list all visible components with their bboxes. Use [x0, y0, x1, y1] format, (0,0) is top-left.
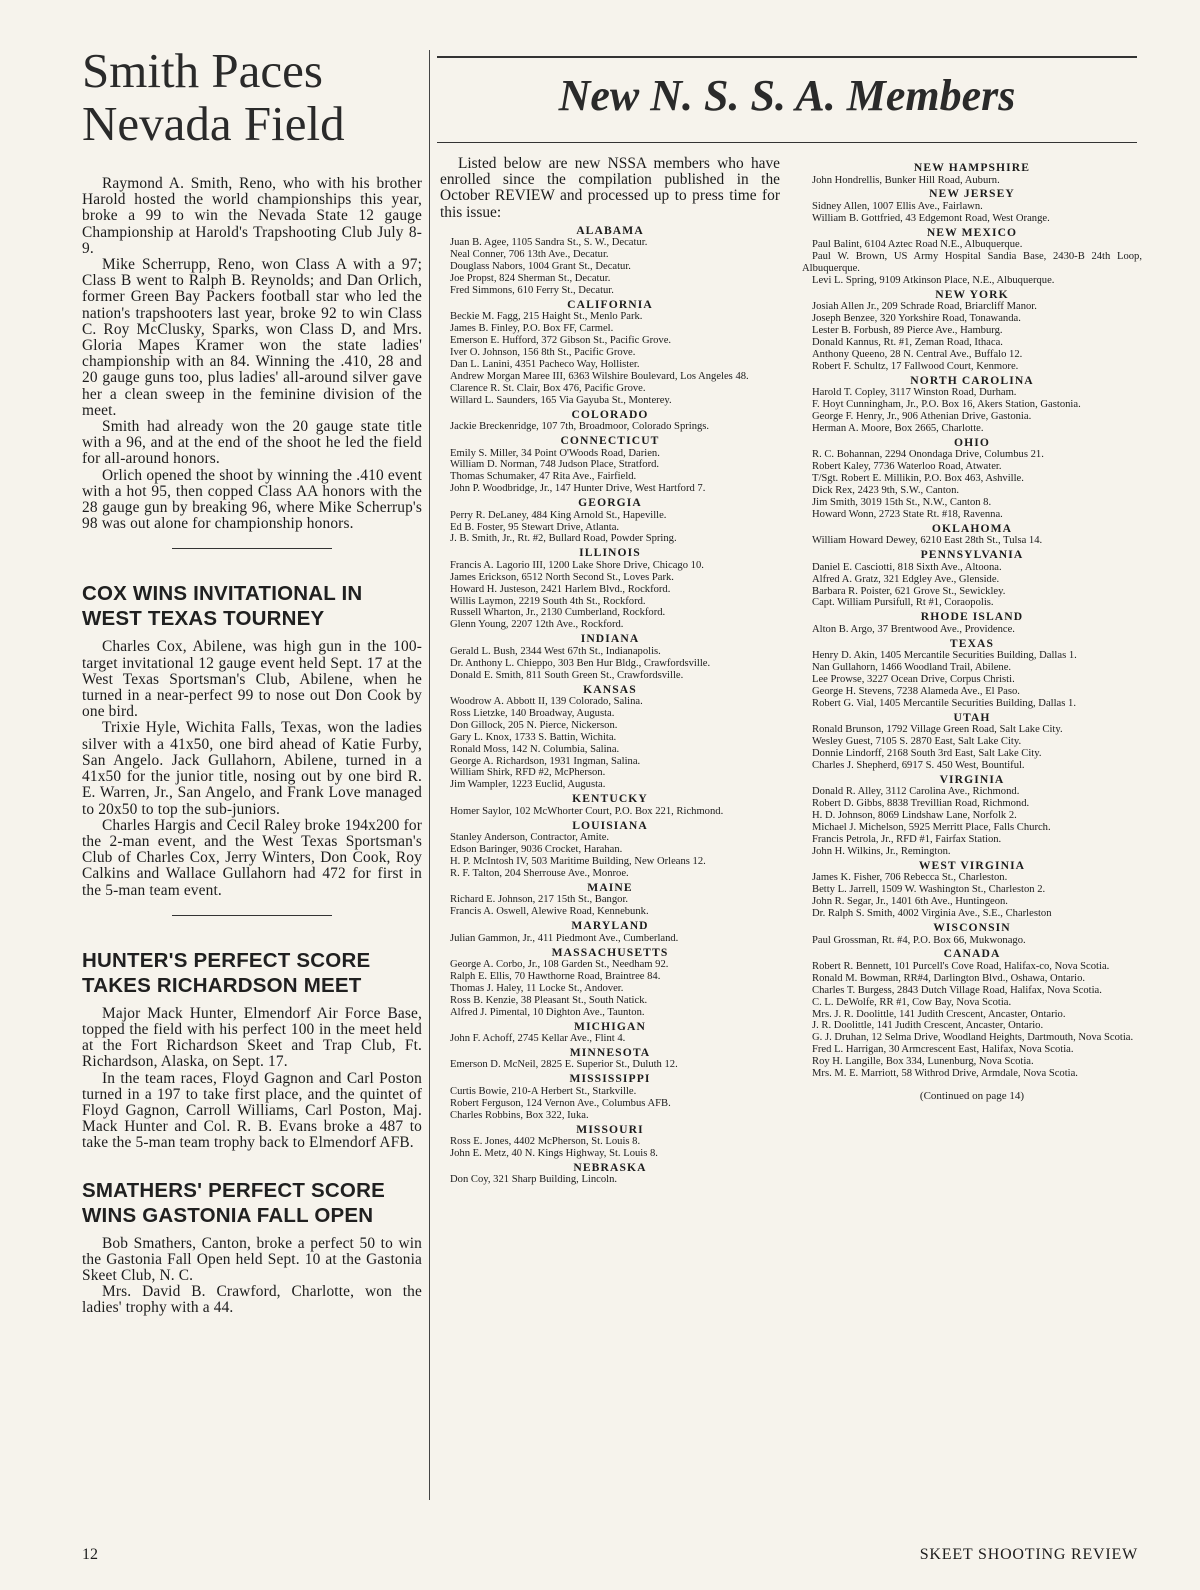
member-entry: Ross E. Jones, 4402 McPherson, St. Louis 8.: [450, 1136, 641, 1148]
member-entry: Don Gillock, 205 N. Pierce, Nickerson.: [450, 719, 618, 731]
member-entry: Joseph Benzee, 320 Yorkshire Road, Tonawanda.: [812, 313, 1021, 325]
member-entry: Donald E. Smith, 811 South Green St., Crawfordsville.: [450, 669, 684, 681]
member-entry: Dr. Ralph S. Smith, 4002 Virginia Ave., S.E., Charleston: [812, 908, 1052, 920]
member-entry: Perry R. DeLaney, 484 King Arnold St., Hapeville.: [450, 509, 667, 521]
state-heading: INDIANA: [580, 632, 640, 646]
member-entry: Henry D. Akin, 1405 Mercantile Securities Building, Dallas 1.: [812, 650, 1077, 662]
divider: [172, 915, 332, 916]
member-entry: Charles J. Shepherd, 6917 S. 450 West, Bountiful.: [812, 760, 1025, 772]
state-heading: MICHIGAN: [574, 1019, 646, 1033]
state-heading: PENNSYLVANIA: [920, 548, 1024, 562]
member-entry: G. J. Druhan, 12 Selma Drive, Woodland Heights, Dartmouth, Nova Scotia.: [812, 1032, 1134, 1044]
member-entry: Roy H. Langille, Box 334, Lunenburg, Nova Scotia.: [812, 1056, 1034, 1068]
member-entry: Woodrow A. Abbott II, 139 Colorado, Salina.: [450, 696, 643, 707]
member-entry: H. D. Johnson, 8069 Lindshaw Lane, Norfolk 2.: [812, 810, 1017, 822]
state-heading: NEW YORK: [935, 287, 1009, 301]
member-entry: Betty L. Jarrell, 1509 W. Washington St., Charleston 2.: [812, 884, 1046, 896]
members-title-box: [437, 56, 1137, 143]
member-entry: Mrs. M. E. Marriott, 58 Withrod Drive, Armdale, Nova Scotia.: [812, 1068, 1078, 1080]
member-entry: Julian Gammon, Jr., 411 Piedmont Ave., Cumberland.: [450, 932, 679, 944]
member-entry: Richard E. Johnson, 217 15th St., Bangor.: [450, 894, 629, 906]
paragraph: Bob Smathers, Canton, broke a perfect 50 to win the Gastonia Fall Open held Sept. 10 at the Gastonia Skeet Club, N. C.: [82, 1234, 422, 1284]
member-entry: Don Coy, 321 Sharp Building, Lincoln.: [450, 1174, 618, 1186]
member-entry: Jackie Breckenridge, 107 7th, Broadmoor, Colorado Springs.: [450, 421, 710, 433]
state-heading: MISSOURI: [576, 1122, 644, 1136]
member-entry: Harold T. Copley, 3117 Winston Road, Durham.: [812, 387, 1017, 399]
member-entry: Homer Saylor, 102 McWhorter Court, P.O. Box 221, Richmond.: [450, 805, 724, 817]
state-heading: LOUISIANA: [572, 818, 648, 832]
members-title: New N. S. S. A. Members: [558, 71, 1016, 120]
column-divider: [429, 50, 430, 1500]
state-heading: KANSAS: [583, 682, 637, 696]
member-entry: Thomas J. Haley, 11 Locke St., Andover.: [450, 982, 624, 994]
member-entry: Alfred A. Gratz, 321 Edgley Ave., Glenside.: [812, 573, 1000, 585]
member-entry: Anthony Queeno, 28 N. Central Ave., Buffalo 12.: [812, 348, 1023, 360]
member-entry: Lester B. Forbush, 89 Pierce Ave., Hamburg.: [812, 325, 1003, 337]
state-heading: UTAH: [953, 710, 991, 724]
member-entry: J. B. Smith, Jr., Rt. #2, Bullard Road, Powder Spring.: [450, 533, 677, 545]
member-entry: William D. Norman, 748 Judson Place, Stratford.: [450, 459, 660, 471]
paragraph: In the team races, Floyd Gagnon and Carl Poston turned in a 197 to take first place, and the quintet of Floyd Gagnon, Carroll Williams, Carl Poston, Maj. Mack Hunter and Col. R. B. Evans broke a 487 to take the 5-man team trophy back to Elmendorf AFB.: [82, 1069, 422, 1152]
paragraph: Mrs. David B. Crawford, Charlotte, won the ladies' trophy with a 44.: [82, 1283, 422, 1317]
member-entry: Willard L. Saunders, 165 Via Gayuba St., Monterey.: [450, 394, 672, 406]
member-entry: Emerson E. Hufford, 372 Gibson St., Pacific Grove.: [450, 335, 672, 347]
state-heading: TEXAS: [949, 636, 995, 650]
member-entry: Robert Ferguson, 124 Vernon Ave., Columbus AFB.: [450, 1097, 671, 1109]
member-entry: Gary L. Knox, 1733 S. Battin, Wichita.: [450, 731, 617, 743]
paragraph: Charles Cox, Abilene, was high gun in the 100-target invitational 12 gauge event held Sept. 17 at the West Texas Sportsman's Club, Abilene, when he turned in a near-perfect 99 to nose out Don Cook by one bird.: [82, 638, 422, 721]
state-heading: ILLINOIS: [579, 546, 641, 560]
member-entry: Wesley Guest, 7105 S. 2870 East, Salt Lake City.: [812, 736, 1022, 748]
member-entry: Emerson D. McNeil, 2825 E. Superior St., Duluth 12.: [450, 1059, 678, 1071]
member-entry: Robert R. Bennett, 101 Purcell's Cove Road, Halifax-co, Nova Scotia.: [812, 960, 1110, 972]
member-entry: Ross Lietzke, 140 Broadway, Augusta.: [450, 707, 615, 719]
member-entry: Ronald M. Bowman, RR#4, Darlington Blvd., Oshawa, Ontario.: [812, 972, 1086, 984]
member-entry: Lee Prowse, 3227 Ocean Drive, Corpus Christi.: [812, 674, 1015, 686]
member-entry: John F. Achoff, 2745 Kellar Ave., Flint 4.: [450, 1033, 626, 1045]
member-entry: John Hondrellis, Bunker Hill Road, Auburn.: [812, 174, 1000, 186]
story-hunter-body: [82, 1006, 422, 1152]
member-entry: Robert F. Schultz, 17 Fallwood Court, Kenmore.: [812, 360, 1019, 372]
member-entry: Robert D. Gibbs, 8838 Trevillian Road, Richmond.: [812, 798, 1030, 810]
left-column: [82, 36, 422, 1317]
member-entry: Paul W. Brown, US Army Hospital Sandia Base, 2430-B 24th Loop, Albuquerque.: [802, 251, 1142, 275]
member-entry: James Erickson, 6512 North Second St., Loves Park.: [450, 571, 674, 583]
divider: [172, 548, 332, 549]
member-entry: Jim Wampler, 1223 Euclid, Augusta.: [450, 779, 606, 791]
member-entry: Glenn Young, 2207 12th Ave., Rockford.: [450, 619, 624, 631]
members-list-right: [802, 162, 1142, 1080]
story-hunter-title: HUNTER'S PERFECT SCORE TAKES RICHARDSON MEET: [82, 948, 371, 997]
member-entry: Edson Baringer, 9036 Crocket, Harahan.: [450, 844, 623, 856]
state-heading: VIRGINIA: [939, 772, 1005, 786]
story-smathers-title: SMATHERS' PERFECT SCORE WINS GASTONIA FALL OPEN: [82, 1178, 385, 1227]
story-cox-body: [82, 639, 422, 898]
story-smathers-body: [82, 1236, 422, 1317]
member-entry: Fred Simmons, 610 Ferry St., Decatur.: [450, 284, 614, 296]
member-entry: Ralph E. Ellis, 70 Hawthorne Road, Braintree 84.: [450, 970, 661, 982]
members-column-right: [802, 160, 1142, 1102]
member-entry: George H. Stevens, 7238 Alameda Ave., El Paso.: [812, 686, 1020, 697]
story-cox-title: COX WINS INVITATIONAL IN WEST TEXAS TOURNEY: [82, 582, 363, 631]
member-entry: Neal Conner, 706 13th Ave., Decatur.: [450, 249, 609, 261]
members-column-left: [440, 156, 780, 1186]
member-entry: William Howard Dewey, 6210 East 28th St., Tulsa 14.: [812, 535, 1043, 547]
member-entry: Michael J. Michelson, 5925 Merritt Place, Falls Church.: [812, 822, 1051, 834]
state-heading: CALIFORNIA: [567, 297, 653, 311]
member-entry: J. R. Doolittle, 141 Judith Crescent, Ancaster, Ontario.: [812, 1020, 1044, 1032]
member-entry: John P. Woodbridge, Jr., 147 Hunter Drive, West Hartford 7.: [450, 483, 706, 495]
member-entry: Joe Propst, 824 Sherman St., Decatur.: [450, 273, 611, 285]
member-entry: William B. Gottfried, 43 Edgemont Road, West Orange.: [812, 212, 1050, 224]
member-entry: William Shirk, RFD #2, McPherson.: [450, 767, 606, 779]
member-entry: R. F. Talton, 204 Sherrouse Ave., Monroe.: [450, 867, 629, 879]
member-entry: Juan B. Agee, 1105 Sandra St., S. W., Decatur.: [450, 237, 648, 249]
member-entry: Beckie M. Fagg, 215 Haight St., Menlo Park.: [450, 311, 643, 323]
member-entry: George F. Henry, Jr., 906 Athenian Drive, Gastonia.: [812, 411, 1032, 423]
member-entry: Andrew Morgan Maree III, 6363 Wilshire Boulevard, Los Angeles 48.: [450, 370, 749, 382]
member-entry: R. C. Bohannan, 2294 Onondaga Drive, Columbus 21.: [812, 449, 1044, 461]
member-entry: Ronald Brunson, 1792 Village Green Road, Salt Lake City.: [812, 724, 1063, 736]
member-entry: Howard Wonn, 2723 State Rt. #18, Ravenna.: [812, 508, 1003, 520]
state-heading: MINNESOTA: [569, 1045, 651, 1059]
member-entry: James K. Fisher, 706 Rebecca St., Charleston.: [812, 872, 1008, 884]
state-heading: WISCONSIN: [933, 921, 1011, 934]
member-entry: Iver O. Johnson, 156 8th St., Pacific Grove.: [450, 347, 636, 359]
member-entry: C. L. DeWolfe, RR #1, Cow Bay, Nova Scotia.: [812, 996, 1012, 1008]
state-heading: MAINE: [587, 880, 633, 894]
member-entry: George A. Richardson, 1931 Ingman, Salina.: [450, 755, 641, 767]
member-entry: Gerald L. Bush, 2344 West 67th St., Indianapolis.: [450, 645, 661, 657]
state-heading: ALABAMA: [576, 223, 644, 237]
continued-note: (Continued on page 14): [919, 1089, 1025, 1102]
state-heading: NEW HAMPSHIRE: [913, 161, 1031, 174]
member-entry: Ronald Moss, 142 N. Columbia, Salina.: [450, 743, 620, 755]
state-heading: COLORADO: [571, 407, 649, 421]
member-entry: Willis Laymon, 2219 South 4th St., Rockford.: [450, 595, 646, 607]
member-entry: Donald R. Alley, 3112 Carolina Ave., Richmond.: [812, 786, 1020, 798]
member-entry: Jim Smith, 3019 15th St., N.W., Canton 8.: [812, 497, 992, 509]
member-entry: T/Sgt. Robert E. Millikin, P.O. Box 463, Ashville.: [812, 473, 1024, 485]
member-entry: Stanley Anderson, Contractor, Amite.: [450, 832, 610, 844]
state-heading: GEORGIA: [578, 496, 642, 510]
member-entry: Francis A. Oswell, Alewive Road, Kennebunk.: [450, 906, 649, 918]
member-entry: Robert Kaley, 7736 Waterloo Road, Atwater.: [812, 461, 1002, 473]
member-entry: Donald Kannus, Rt. #1, Zeman Road, Ithaca.: [812, 337, 1003, 349]
members-intro: Listed below are new NSSA members who have enrolled since the compilation published in the October REVIEW and processed up to press time for this issue:: [440, 155, 780, 221]
state-heading: NEBRASKA: [573, 1160, 647, 1174]
member-entry: Dan L. Lanini, 4351 Pacheco Way, Hollister.: [450, 358, 640, 370]
member-entry: Howard H. Justeson, 2421 Harlem Blvd., Rockford.: [450, 583, 671, 595]
member-entry: Daniel E. Casciotti, 818 Sixth Ave., Altoona.: [812, 561, 1002, 573]
member-entry: Francis A. Lagorio III, 1200 Lake Shore Drive, Chicago 10.: [450, 559, 704, 571]
member-entry: John H. Wilkins, Jr., Remington.: [812, 845, 951, 857]
member-entry: Paul Grossman, Rt. #4, P.O. Box 66, Mukwonago.: [812, 934, 1026, 946]
member-entry: H. P. McIntosh IV, 503 Maritime Building, New Orleans 12.: [450, 855, 706, 867]
member-entry: James B. Finley, P.O. Box FF, Carmel.: [450, 323, 614, 335]
member-entry: Alfred J. Pimental, 10 Dighton Ave., Taunton.: [450, 1006, 645, 1018]
paragraph: Orlich opened the shoot by winning the .410 event with a hot 95, then copped Class AA honors with the 28 gauge gun by breaking 96, where Mike Scherrup's 98 was out alone for championship honors.: [82, 466, 422, 533]
member-entry: John E. Metz, 40 N. Kings Highway, St. Louis 8.: [450, 1147, 658, 1159]
member-entry: Charles Robbins, Box 322, Iuka.: [450, 1109, 589, 1121]
member-entry: F. Hoyt Cunningham, Jr., P.O. Box 16, Akers Station, Gastonia.: [812, 399, 1081, 411]
member-entry: Ross B. Kenzie, 38 Pleasant St., South Natick.: [450, 994, 648, 1006]
state-heading: NEW JERSEY: [929, 187, 1015, 201]
state-heading: OKLAHOMA: [931, 521, 1013, 535]
state-heading: NEW MEXICO: [926, 225, 1018, 239]
member-entry: Robert G. Vial, 1405 Mercantile Securities Building, Dallas 1.: [812, 697, 1076, 709]
member-entry: Barbara R. Poister, 621 Grove St., Sewickley.: [812, 585, 1006, 597]
paragraph: Raymond A. Smith, Reno, who with his brother Harold hosted the world championships this year, broke a 99 to win the Nevada State 12 gauge Championship at Harold's Trapshooting Club July 8-9.: [82, 175, 422, 257]
state-heading: KENTUCKY: [572, 792, 648, 806]
member-entry: Capt. William Pursifull, Rt #1, Coraopolis.: [812, 597, 994, 609]
state-heading: RHODE ISLAND: [920, 610, 1024, 624]
member-entry: Mrs. J. R. Doolittle, 141 Judith Crescent, Ancaster, Ontario.: [812, 1008, 1066, 1020]
member-entry: Alton B. Argo, 37 Brentwood Ave., Providence.: [812, 623, 1015, 635]
member-entry: Dr. Anthony L. Chieppo, 303 Ben Hur Bldg., Crawfordsville.: [450, 657, 711, 669]
member-entry: Nan Gullahorn, 1466 Woodland Trail, Abilene.: [812, 662, 1012, 674]
state-heading: MISSISSIPPI: [569, 1072, 651, 1086]
state-heading: CANADA: [943, 947, 1001, 961]
member-entry: Emily S. Miller, 34 Point O'Woods Road, Darien.: [450, 447, 660, 459]
paragraph: Major Mack Hunter, Elmendorf Air Force Base, topped the field with his perfect 100 in the meet held at the Fort Richardson Skeet and Trap Club, Ft. Richardson, Alaska, on Sept. 17.: [82, 1004, 422, 1071]
member-entry: Francis Petrola, Jr., RFD #1, Fairfax Station.: [812, 834, 1002, 846]
state-heading: MARYLAND: [571, 919, 649, 933]
member-entry: Curtis Bowie, 210-A Herbert St., Starkville.: [450, 1085, 637, 1097]
member-entry: Charles T. Burgess, 2843 Dutch Village Road, Halifax, Nova Scotia.: [812, 984, 1102, 996]
member-entry: Ed B. Foster, 95 Stewart Drive, Atlanta.: [450, 521, 620, 533]
state-heading: OHIO: [954, 435, 990, 449]
member-entry: Josiah Allen Jr., 209 Schrade Road, Briarcliff Manor.: [812, 301, 1037, 313]
members-list-left: [440, 225, 780, 1186]
story-smith-body: [82, 176, 422, 532]
paragraph: Mike Scherrupp, Reno, won Class A with a 97; Class B went to Ralph B. Reynolds; and Dan Orlich, former Green Bay Packers football star who led the nation's trapshooters last year, broke 92 to win Class C. Roy McClusky, Sparks, won Class D, and Mrs. Gloria Mapes Kramer won the state ladies' championship with an 84. Winning the .410, 28 and 20 gauge guns too, plus ladies' all-around silver gave her a clean sweep in the feminine division of the meet.: [82, 256, 422, 419]
member-entry: George A. Corbo, Jr., 108 Garden St., Needham 92.: [450, 959, 669, 970]
member-entry: Paul Balint, 6104 Aztec Road N.E., Albuquerque.: [812, 239, 1023, 251]
state-heading: NORTH CAROLINA: [910, 373, 1034, 387]
magazine-name: SKEET SHOOTING REVIEW: [919, 1546, 1138, 1563]
state-heading: MASSACHUSETTS: [551, 945, 669, 959]
member-entry: Clarence R. St. Clair, Box 476, Pacific Grove.: [450, 382, 646, 394]
member-entry: Levi L. Spring, 9109 Atkinson Place, N.E., Albuquerque.: [812, 274, 1055, 286]
paragraph: Charles Hargis and Cecil Raley broke 194x200 for the 2-man event, and the West Texas Sportsman's Club of Charles Cox, Jerry Winters, Don Cook, Roy Calkins and Wallace Gullahorn had 472 for first in the 5-man team event.: [82, 816, 422, 899]
member-entry: Thomas Schumaker, 47 Rita Ave., Fairfield.: [450, 471, 637, 483]
member-entry: Donnie Lindorff, 2168 South 3rd East, Salt Lake City.: [812, 748, 1042, 760]
member-entry: Sidney Allen, 1007 Ellis Ave., Fairlawn.: [812, 200, 983, 212]
member-entry: Fred L. Harrigan, 30 Armcrescent East, Halifax, Nova Scotia.: [812, 1044, 1074, 1056]
paragraph: Trixie Hyle, Wichita Falls, Texas, won the ladies silver with a 41x50, one bird ahead of Katie Furby, San Angelo. Jack Gullahorn, Abilene, turned in a 41x50 for the junior title, nosing out by one bird R. E. Warren, Jr., San Angelo, and Frank Love managed to 20x50 to top the sub-juniors.: [82, 719, 422, 818]
member-entry: Russell Wharton, Jr., 2130 Cumberland, Rockford.: [450, 607, 666, 619]
story-smith-title: Smith Paces Nevada Field: [82, 43, 345, 151]
paragraph: Smith had already won the 20 gauge state title with a 96, and at the end of the shoot he led the field for all-around honors.: [82, 418, 422, 468]
member-entry: Dick Rex, 2423 9th, S.W., Canton.: [812, 485, 960, 497]
member-entry: Douglass Nabors, 1004 Grant St., Decatur.: [450, 261, 631, 273]
member-entry: John R. Segar, Jr., 1401 6th Ave., Huntingeon.: [812, 896, 1008, 908]
state-heading: CONNECTICUT: [560, 434, 660, 447]
state-heading: WEST VIRGINIA: [918, 858, 1026, 872]
page-number: 12: [82, 1546, 98, 1563]
member-entry: Herman A. Moore, Box 2665, Charlotte.: [812, 423, 984, 434]
